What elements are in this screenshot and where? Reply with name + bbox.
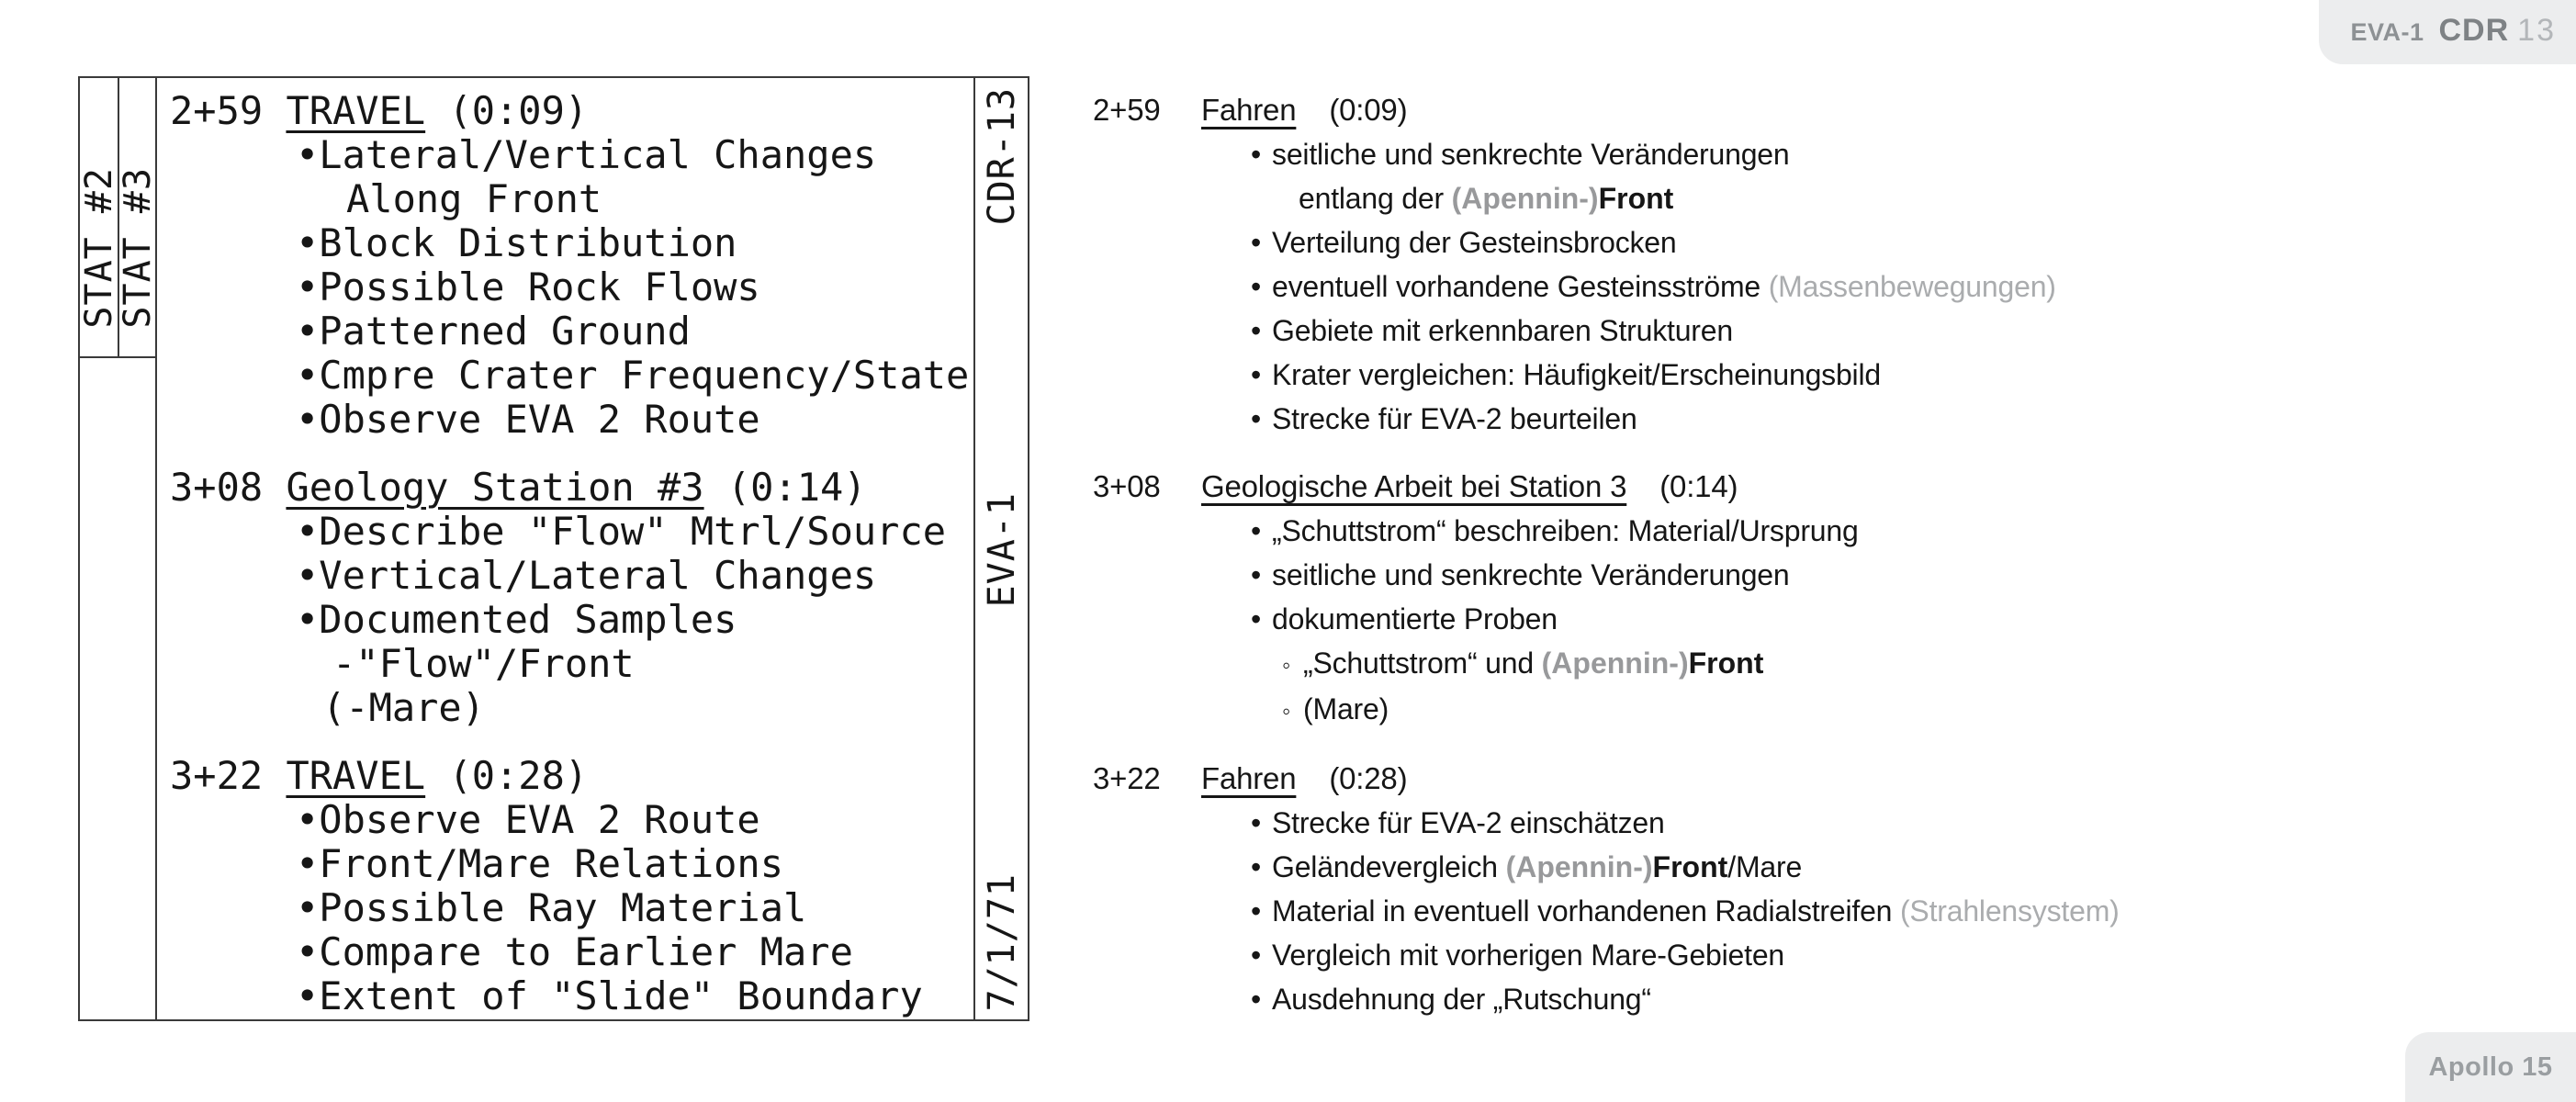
translation-time: 2+59: [1093, 93, 1161, 127]
translation-item: [1093, 220, 2342, 264]
stat-2-tab: [77, 78, 120, 358]
translation-section-header: [1093, 88, 2342, 132]
checklist-item: •Cmpre Crater Frequency/State: [296, 353, 970, 398]
bullet-icon: •: [1251, 138, 1262, 171]
checklist-section: [170, 754, 971, 1018]
checklist-item: •Observe EVA 2 Route: [296, 397, 760, 442]
translation-item: [1093, 553, 2342, 597]
apollo-15-label: Apollo 15: [2428, 1051, 2553, 1082]
left-tab-column: [77, 78, 159, 1019]
bullet-icon: •: [1251, 314, 1262, 347]
bullet-icon: •: [1251, 602, 1262, 635]
stat-3-label: STAT #3: [116, 167, 159, 329]
translation-text: Krater vergleichen: Häufigkeit/Erscheinungsbild: [1272, 358, 1881, 391]
translation-text: Ausdehnung der „Rutschung“: [1272, 983, 1651, 1016]
date-tab-label: 7/1/71: [980, 873, 1023, 1012]
translation-title: Fahren: [1201, 93, 1297, 127]
translation-text: Material in eventuell vorhandenen Radialstreifen: [1272, 894, 1900, 928]
translation-title: Fahren: [1201, 761, 1297, 795]
checklist-item: Along Front: [346, 176, 602, 221]
checklist-time: 3+22: [170, 753, 287, 798]
bullet-icon: •: [1251, 402, 1262, 435]
bullet-icon: •: [1251, 850, 1262, 883]
translation-time: 3+08: [1093, 469, 1161, 503]
checklist-section-header: [170, 754, 971, 798]
checklist-time: 2+59: [170, 89, 287, 133]
translation-text: (Apennin-): [1541, 647, 1689, 680]
translation-item: [1093, 845, 2342, 889]
translation-section: [1093, 88, 2342, 441]
cdr-13-tab-label: CDR-13: [980, 87, 1023, 226]
checklist-item: •Compare to Earlier Mare: [296, 929, 853, 974]
bullet-icon: •: [1251, 558, 1262, 591]
stat-3-tab: [116, 78, 159, 358]
translation-item: [1093, 309, 2342, 353]
translation-section: [1093, 465, 2342, 733]
checklist-title: TRAVEL: [286, 89, 426, 133]
page-footer-badge: [2405, 1032, 2576, 1102]
translation-item: [1093, 132, 2342, 176]
translation-duration: (0:14): [1659, 469, 1738, 503]
checklist-item: •Front/Mare Relations: [296, 841, 784, 886]
checklist-title: Geology Station #3: [286, 465, 704, 510]
bullet-icon: •: [1251, 358, 1262, 391]
checklist-item: •Possible Ray Material: [296, 885, 807, 930]
checklist-content: [170, 89, 971, 1019]
translation-item: [1093, 641, 2342, 687]
translation-time: 3+22: [1093, 761, 1161, 795]
translation-item: [1093, 176, 2342, 220]
translation-text: Strecke für EVA-2 beurteilen: [1272, 402, 1637, 435]
page-number: 13: [2517, 13, 2556, 48]
right-tab-column: [973, 78, 1028, 1019]
bullet-icon: •: [1251, 894, 1262, 928]
translation-text: (Apennin-): [1451, 182, 1599, 215]
checklist-item: •Possible Rock Flows: [296, 264, 760, 309]
checklist-item: -"Flow"/Front: [332, 641, 635, 686]
translation-item: [1093, 933, 2342, 977]
circle-bullet-icon: ◦: [1282, 697, 1291, 725]
translation-section-header: [1093, 757, 2342, 801]
translation-item: [1093, 687, 2342, 733]
translation-text: (Mare): [1303, 692, 1389, 725]
translation-text: Front: [1598, 182, 1674, 215]
translation-text: (Apennin-): [1505, 850, 1653, 883]
translation-text: Front: [1688, 647, 1764, 680]
translation-item: [1093, 264, 2342, 309]
translation-text: eventuell vorhandene Gesteinsströme: [1272, 270, 1769, 303]
checklist-time: 3+08: [170, 465, 287, 510]
checklist-item: •Observe EVA 2 Route: [296, 797, 760, 842]
checklist-duration: (0:28): [425, 753, 589, 798]
checklist-item: •Documented Samples: [296, 597, 737, 642]
checklist-duration: (0:14): [703, 465, 867, 510]
translation-text: Strecke für EVA-2 einschätzen: [1272, 806, 1665, 839]
circle-bullet-icon: ◦: [1282, 651, 1291, 679]
eva-1-tab-label: EVA-1: [980, 491, 1023, 608]
translation-text: (Strahlensystem): [1899, 894, 2120, 928]
bullet-icon: •: [1251, 939, 1262, 972]
checklist-item: •Block Distribution: [296, 220, 737, 265]
bullet-icon: •: [1251, 270, 1262, 303]
checklist-section-header: [170, 466, 971, 510]
bullet-icon: •: [1251, 983, 1262, 1016]
translation-duration: (0:28): [1329, 761, 1408, 795]
translation-item: [1093, 977, 2342, 1021]
checklist-item: •Describe "Flow" Mtrl/Source: [296, 509, 947, 554]
checklist-section: [170, 466, 971, 730]
translation-text: Verteilung der Gesteinsbrocken: [1272, 226, 1677, 259]
translation-item: [1093, 353, 2342, 397]
checklist-section-header: [170, 89, 971, 133]
translation-text: /Mare: [1727, 850, 1803, 883]
eva-mission-label: EVA-1: [2350, 18, 2424, 46]
checklist-item: •Patterned Ground: [296, 309, 691, 354]
bullet-icon: •: [1251, 514, 1262, 547]
checklist-item: •Extent of "Slide" Boundary: [296, 973, 923, 1018]
translation-text: (Massenbewegungen): [1768, 270, 2056, 303]
checklist-item: •Lateral/Vertical Changes: [296, 132, 877, 177]
crew-role-label: CDR: [2438, 13, 2510, 48]
page-header-badge: [2319, 0, 2576, 64]
checklist-item: (-Mare): [322, 685, 486, 730]
checklist-duration: (0:09): [425, 89, 589, 133]
translation-text: Geländevergleich: [1272, 850, 1506, 883]
translation-title: Geologische Arbeit bei Station 3: [1201, 469, 1627, 503]
translation-item: [1093, 397, 2342, 441]
translation-text: „Schuttstrom“ beschreiben: Material/Ursprung: [1272, 514, 1859, 547]
translation-item: [1093, 509, 2342, 553]
translation-text: entlang der: [1299, 182, 1452, 215]
translation-text: Gebiete mit erkennbaren Strukturen: [1272, 314, 1733, 347]
translation-item: [1093, 597, 2342, 641]
translation-section: [1093, 757, 2342, 1021]
translation-section-header: [1093, 465, 2342, 509]
checklist-title: TRAVEL: [286, 753, 426, 798]
translation-item: [1093, 801, 2342, 845]
bullet-icon: •: [1251, 806, 1262, 839]
translation-text: Front: [1652, 850, 1728, 883]
stat-2-label: STAT #2: [77, 167, 120, 329]
checklist-section: [170, 89, 971, 442]
translation-text: „Schuttstrom“ und: [1303, 647, 1542, 680]
translation-text: seitliche und senkrechte Veränderungen: [1272, 558, 1790, 591]
translation-item: [1093, 889, 2342, 933]
translation-duration: (0:09): [1329, 93, 1408, 127]
translation-column: [1093, 88, 2342, 1021]
checklist-item: •Vertical/Lateral Changes: [296, 553, 877, 598]
translation-text: Vergleich mit vorherigen Mare-Gebieten: [1272, 939, 1785, 972]
translation-text: seitliche und senkrechte Veränderungen: [1272, 138, 1790, 171]
translation-text: dokumentierte Proben: [1272, 602, 1558, 635]
checklist-page-frame: [78, 76, 1029, 1021]
bullet-icon: •: [1251, 226, 1262, 259]
